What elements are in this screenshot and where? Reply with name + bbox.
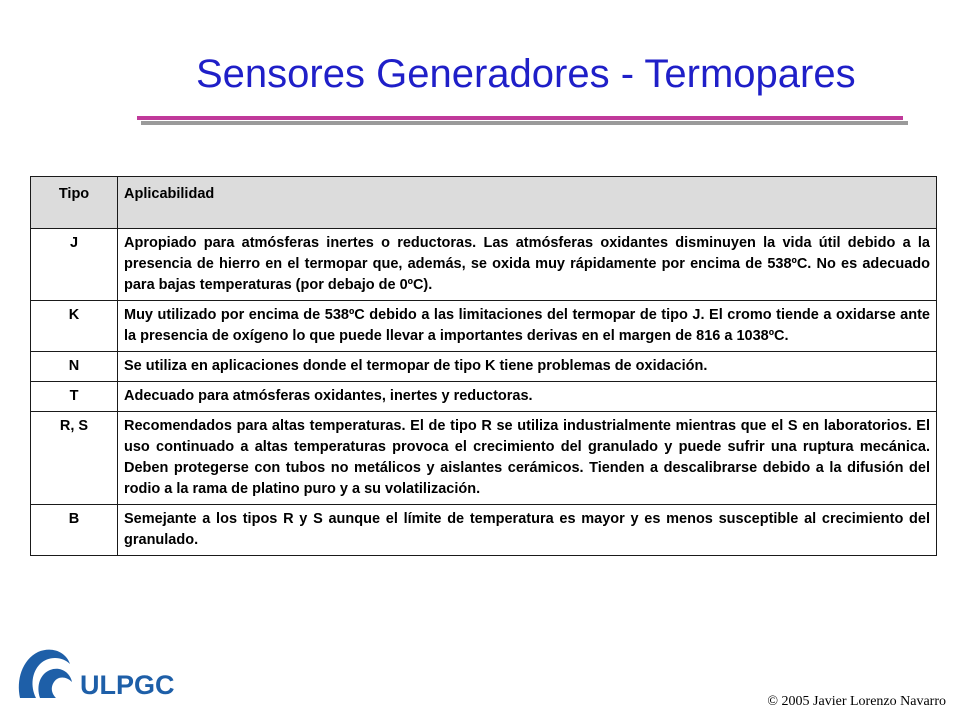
table-row bbox=[31, 229, 937, 301]
type-cell: N bbox=[31, 352, 118, 382]
applicability-cell: Apropiado para atmósferas inertes o reductoras. Las atmósferas oxidantes disminuyen la vida útil debido a la presencia de hierro en el termopar que, además, se oxida muy rápidamente por encima de 538ºC. No es adecuado para bajas temperaturas (por debajo de 0ºC). bbox=[118, 229, 937, 301]
logo-text: ULPGC bbox=[80, 670, 175, 700]
table-row bbox=[31, 505, 937, 556]
applicability-cell: Recomendados para altas temperaturas. El de tipo R se utiliza industrialmente mientras que el S en laboratorios. El uso continuado a altas temperaturas provoca el crecimiento del granulado y puede sufrir una ruptura mecánica. Deben protegerse con tubos no metálicos y aislantes cerámicos. Tienden a descalibrarse debido a la difusión del rodio a la rama de platino puro y a su volatilización. bbox=[118, 412, 937, 505]
thermocouple-types-table bbox=[30, 176, 937, 556]
applicability-cell: Semejante a los tipos R y S aunque el límite de temperatura es mayor y es menos susceptible al crecimiento del granulado. bbox=[118, 505, 937, 556]
table-row bbox=[31, 352, 937, 382]
ulpgc-logo bbox=[14, 646, 182, 702]
table-row bbox=[31, 412, 937, 505]
header-aplicabilidad: Aplicabilidad bbox=[118, 177, 937, 229]
table-header-row bbox=[31, 177, 937, 229]
title-underline-shadow bbox=[141, 121, 908, 125]
applicability-cell: Se utiliza en aplicaciones donde el termopar de tipo K tiene problemas de oxidación. bbox=[118, 352, 937, 382]
copyright: © 2005 Javier Lorenzo Navarro bbox=[767, 694, 946, 709]
page-title: Sensores Generadores - Termopares bbox=[196, 52, 856, 96]
ulpgc-logo-icon bbox=[14, 646, 76, 702]
type-cell: B bbox=[31, 505, 118, 556]
title-underline bbox=[137, 116, 903, 120]
type-cell: J bbox=[31, 229, 118, 301]
type-cell: T bbox=[31, 382, 118, 412]
table-row bbox=[31, 301, 937, 352]
header-tipo: Tipo bbox=[31, 177, 118, 229]
applicability-cell: Muy utilizado por encima de 538ºC debido a las limitaciones del termopar de tipo J. El cromo tiende a oxidarse ante la presencia de oxígeno lo que puede llevar a importantes derivas en el margen de 816 a 1038ºC. bbox=[118, 301, 937, 352]
applicability-cell: Adecuado para atmósferas oxidantes, inertes y reductoras. bbox=[118, 382, 937, 412]
type-cell: R, S bbox=[31, 412, 118, 505]
type-cell: K bbox=[31, 301, 118, 352]
table-row bbox=[31, 382, 937, 412]
